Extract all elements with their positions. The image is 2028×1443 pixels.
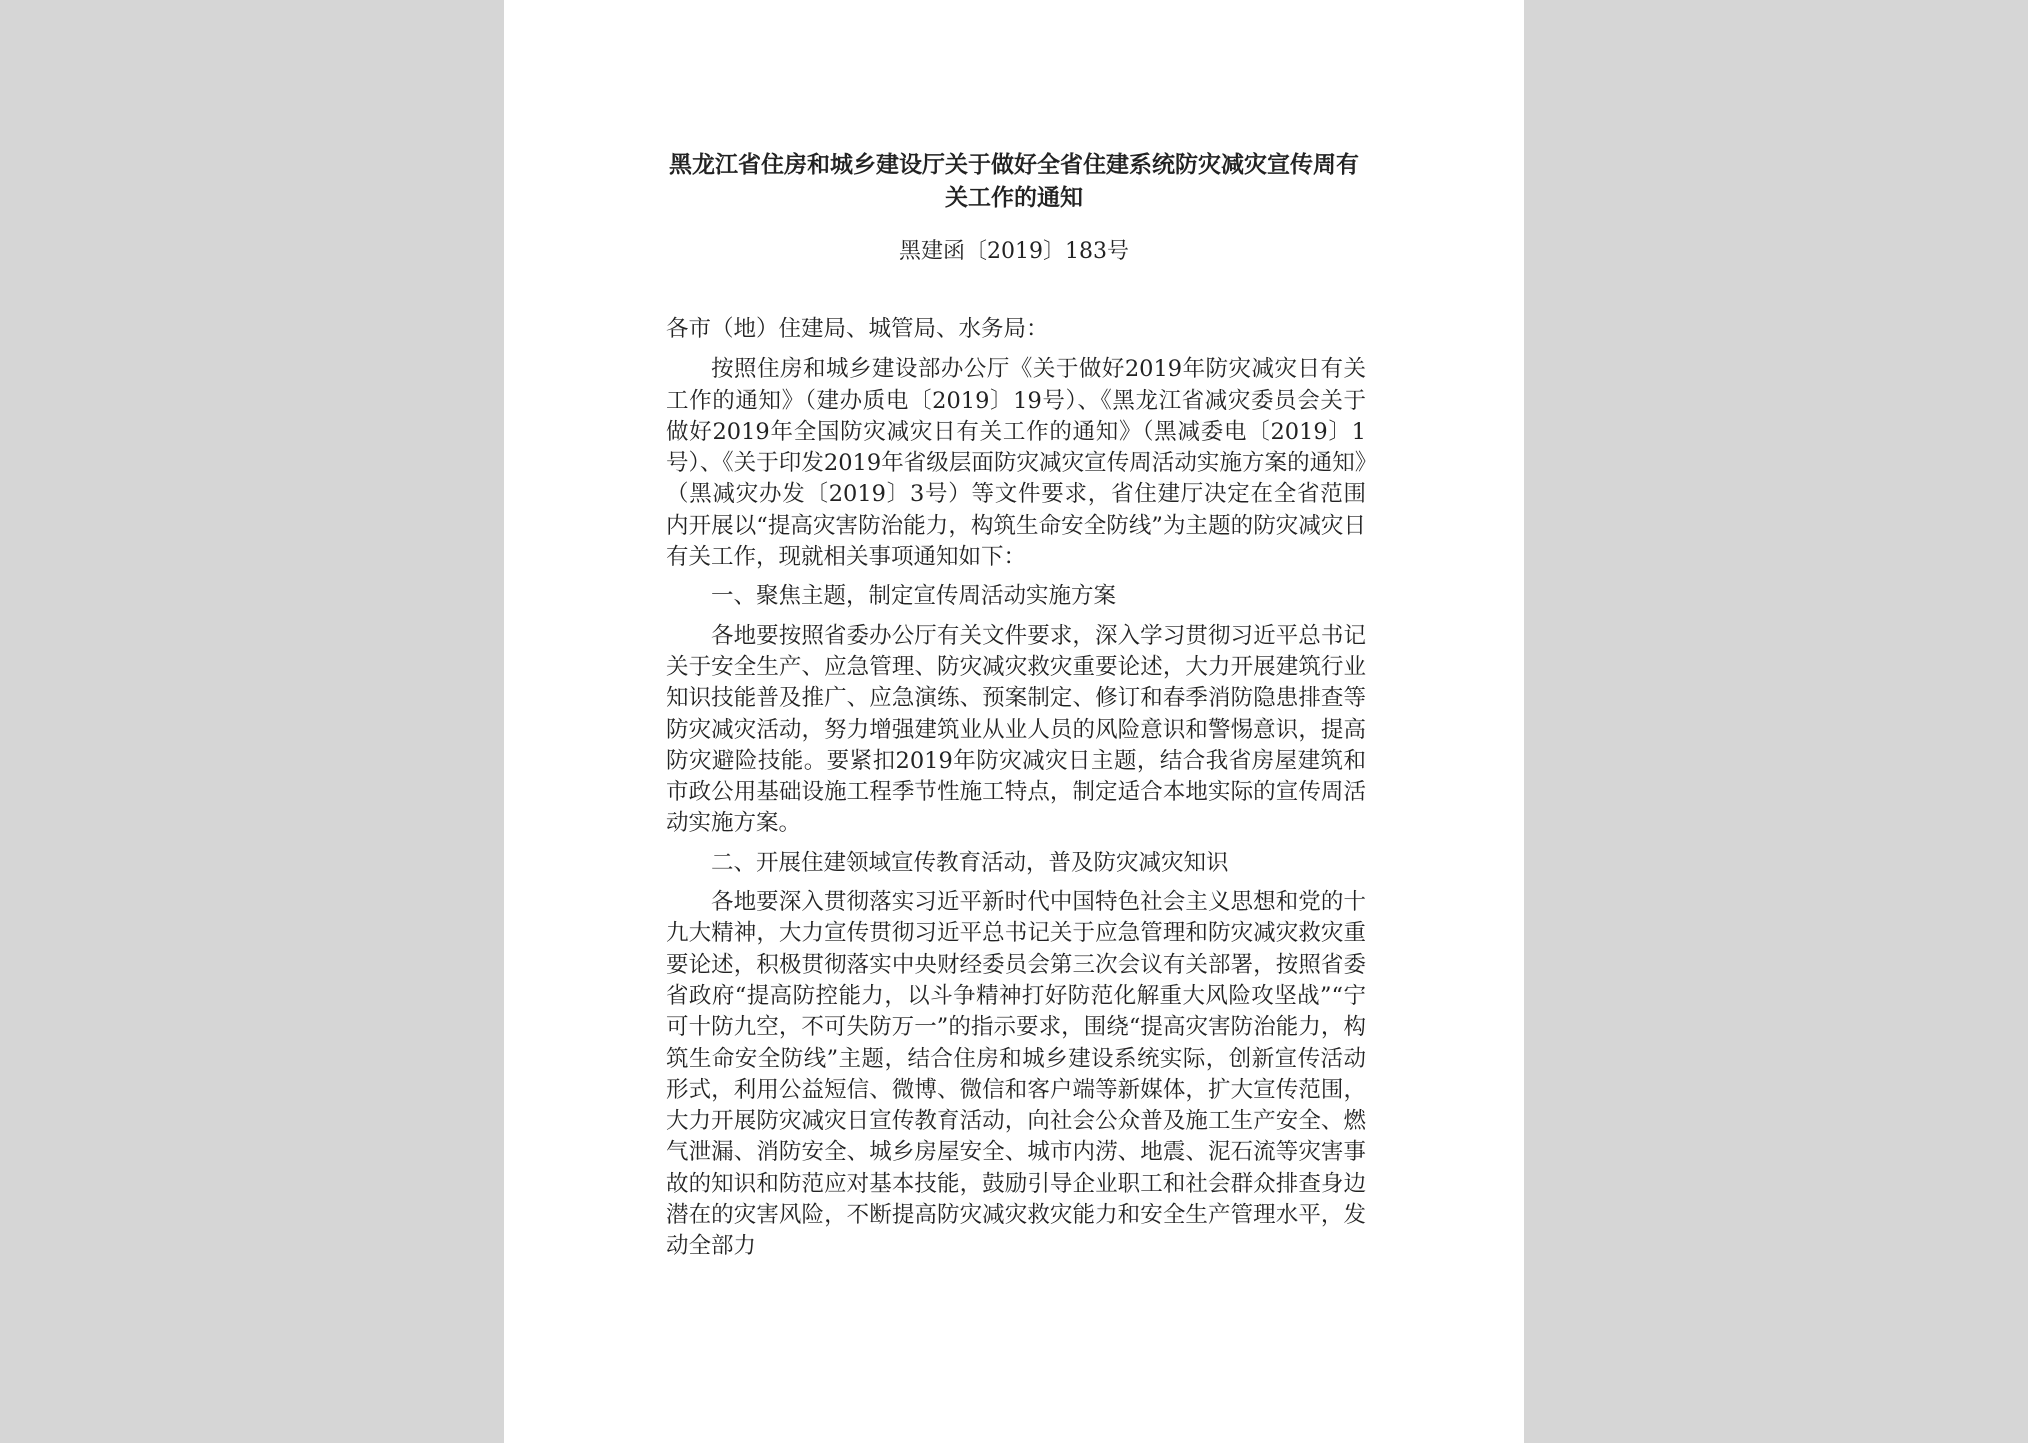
document-number: 黑建函〔2019〕183号 — [899, 239, 1129, 264]
document-body — [666, 314, 1366, 1263]
paragraph-intro: 按照住房和城乡建设部办公厅《关于做好2019年防灾减灾日有关工作的通知》（建办质电〔2019〕19号）、《黑龙江省减灾委员会关于做好2019年全国防灾减灾日有关工作的通知》（黑减委电〔2019〕1号）、《关于印发2019年省级层面防灾减灾宣传周活动实施方案的通知》（黑减灾办发〔2019〕3号）等文件要求，省住建厅决定在全省范围内开展以“提高灾害防治能力，构筑生命安全防线”为主题的防灾减灾日有关工作，现就相关事项通知如下： — [666, 356, 1366, 571]
salutation: 各市（地）住建局、城管局、水务局： — [666, 316, 1049, 342]
document-page — [504, 0, 1524, 1443]
paragraph-section-1: 各地要按照省委办公厅有关文件要求，深入学习贯彻习近平总书记关于安全生产、应急管理、防灾减灾救灾重要论述，大力开展建筑行业知识技能普及推广、应急演练、预案制定、修订和春季消防隐患排查等防灾减灾活动，努力增强建筑业从业人员的风险意识和警惕意识，提高防灾避险技能。要紧扣2019年防灾减灾日主题，结合我省房屋建筑和市政公用基础设施工程季节性施工特点，制定适合本地实际的宣传周活动实施方案。 — [666, 622, 1366, 837]
document-title: 黑龙江省住房和城乡建设厅关于做好全省住建系统防灾减灾宣传周有关工作的通知 — [669, 151, 1359, 211]
section-heading-1: 一、聚焦主题，制定宣传周活动实施方案 — [711, 583, 1117, 610]
section-heading-2: 二、开展住建领域宣传教育活动，普及防灾减灾知识 — [711, 849, 1229, 876]
paragraph-section-2: 各地要深入贯彻落实习近平新时代中国特色社会主义思想和党的十九大精神，大力宣传贯彻习近平总书记关于应急管理和防灾减灾救灾重要论述，积极贯彻落实中央财经委员会第三次会议有关部署，按照省委省政府“提高防控能力，以斗争精神打好防范化解重大风险攻坚战”“宁可十防九空，不可失防万一”的指示要求，围绕“提高灾害防治能力，构筑生命安全防线”主题，结合住房和城乡建设系统实际，创新宣传活动形式，利用公益短信、微博、微信和客户端等新媒体，扩大宣传范围，大力开展防灾减灾日宣传教育活动，向社会公众普及施工生产安全、燃气泄漏、消防安全、城乡房屋安全、城市内涝、地震、泥石流等灾害事故的知识和防范应对基本技能，鼓励引导企业职工和社会群众排查身边潜在的灾害风险，不断提高防灾减灾救灾能力和安全生产管理水平，发动全部力 — [666, 889, 1366, 1260]
